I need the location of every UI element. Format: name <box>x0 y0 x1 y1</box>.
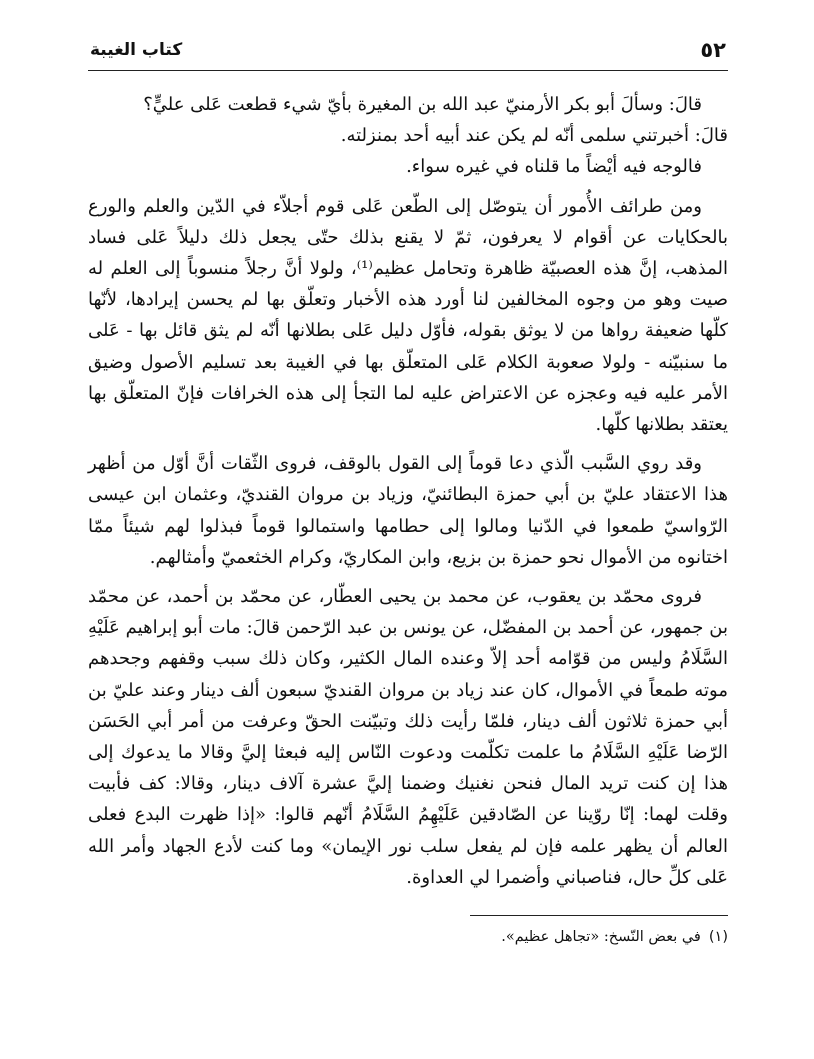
footnote <box>88 926 728 948</box>
footnote-divider <box>470 915 728 916</box>
paragraph-question: قالَ: وسألَ أبو بكر الأرمنيّ عبد الله بن المغيرة بأيّ شيء قطعت عَلى عليٍّ؟ <box>143 94 702 115</box>
paragraph-answer: قالَ: أخبرتني سلمى أنّه لم يكن عند أبيه أحد بمنزلته. <box>340 125 728 147</box>
paragraph-waqf-origin: وقد روي السَّبب الّذي دعا قوماً إلى القول بالوقف، فروى الثّقات أنَّ أوّل من أظهر هذا الاعتقاد عليّ بن أبي حمزة البطائنيّ، وزياد بن مروان القنديّ، وعثمان ابن عيسى الرّواسيّ طمعوا في الدّنيا ومالوا إلى حطامها واستمالوا قوماً فبذلوا لهم شيئاً ممّا اختانوه من الأموال نحو حمزة بن بزيع، وابن المكاريّ، وكرام الخثعميّ وأمثالهم. <box>88 453 728 568</box>
book-title: كتاب الغيبة <box>90 40 183 60</box>
paragraph-argument: ومن طرائف الأُمور أن يتوصّل إلى الطّعن عَلى قوم أجلاّء في الدّين والعلم والورع بالحكايات عن أقوام لا يعرفون، ثمّ لا يقنع بذلك حتّى يجعل ذلك دليلاً عَلى فساد المذهب، إنَّ هذه العصبيّة ظاهرة وتحامل عظيم⁽¹⁾، ولولا أنَّ رجلاً منسوباً إلى العلم له صيت وهو من وجوه المخالفين لنا أورد هذه الأخبار وتعلّق بها لم يحسن إيرادها، لأنّها كلّها ضعيفة رواها من لا يوثق بقوله، فأوّل دليل عَلى بطلانها أنّه لم يثق قائل بها - عَلى ما سنبيّنه - ولولا صعوبة الكلام عَلى المتعلّق بها في الغيبة بعد تسليم الأصول وضيق الأمر عليه فيه وعجزه عن الاعتراض عليه لما التجأ إلى هذه الخرافات فإنّ المتعلّق بها يعتقد بطلانها كلّها. <box>88 195 728 436</box>
paragraph-conclusion: فالوجه فيه أيْضاً ما قلناه في غيره سواء. <box>406 156 702 178</box>
footnote-number: (١) <box>708 929 728 946</box>
page-number: ٥٢ <box>700 38 726 62</box>
body-text <box>88 89 728 893</box>
book-page <box>88 30 728 1030</box>
footnote-text: في بعض النّسخ: «تجاهل عظيم». <box>501 929 701 946</box>
running-head <box>88 30 728 71</box>
paragraph-narration: فروى محمّد بن يعقوب، عن محمد بن يحيى العطّار، عن محمّد بن أحمد، عن محمّد بن جمهور، عن أحمد بن المفضّل، عن يونس بن عبد الرّحمن قالَ: مات أبو إبراهيم عَلَيْهِ السَّلَامُ وليس من قوّامه أحد إلاّ وعنده المال الكثير، وكان ذلك سبب وقفهم وجحدهم موته طمعاً في الأموال، كان عند زياد بن مروان القنديّ سبعون ألف دينار وعند عليّ بن أبي حمزة ثلاثون ألف دينار، فلمّا رأيت ذلك وتبيّنت الحقّ وعرفت من أمر أبي الحَسَن الرّضا عَلَيْهِ السَّلَامُ ما علمت تكلّمت ودعوت النّاس إليه فبعثا إليَّ وقالا ما يدعوك إلى هذا إن كنت تريد المال فنحن نغنيك وضمنا إليَّ عشرة آلاف دينار، وقالا: كف فأبيت وقلت لهما: إنّا روّينا عن الصّادقين عَلَيْهِمُ السَّلَامُ أنّهم قالوا: «إذا ظهرت البدع فعلى العالم أن يظهر علمه فإن لم يفعل سلب نور الإيمان» وما كنت لأدع الجهاد وأمر الله عَلى كلِّ حال، فناصباني وأضمرا لي العداوة. <box>88 586 728 888</box>
